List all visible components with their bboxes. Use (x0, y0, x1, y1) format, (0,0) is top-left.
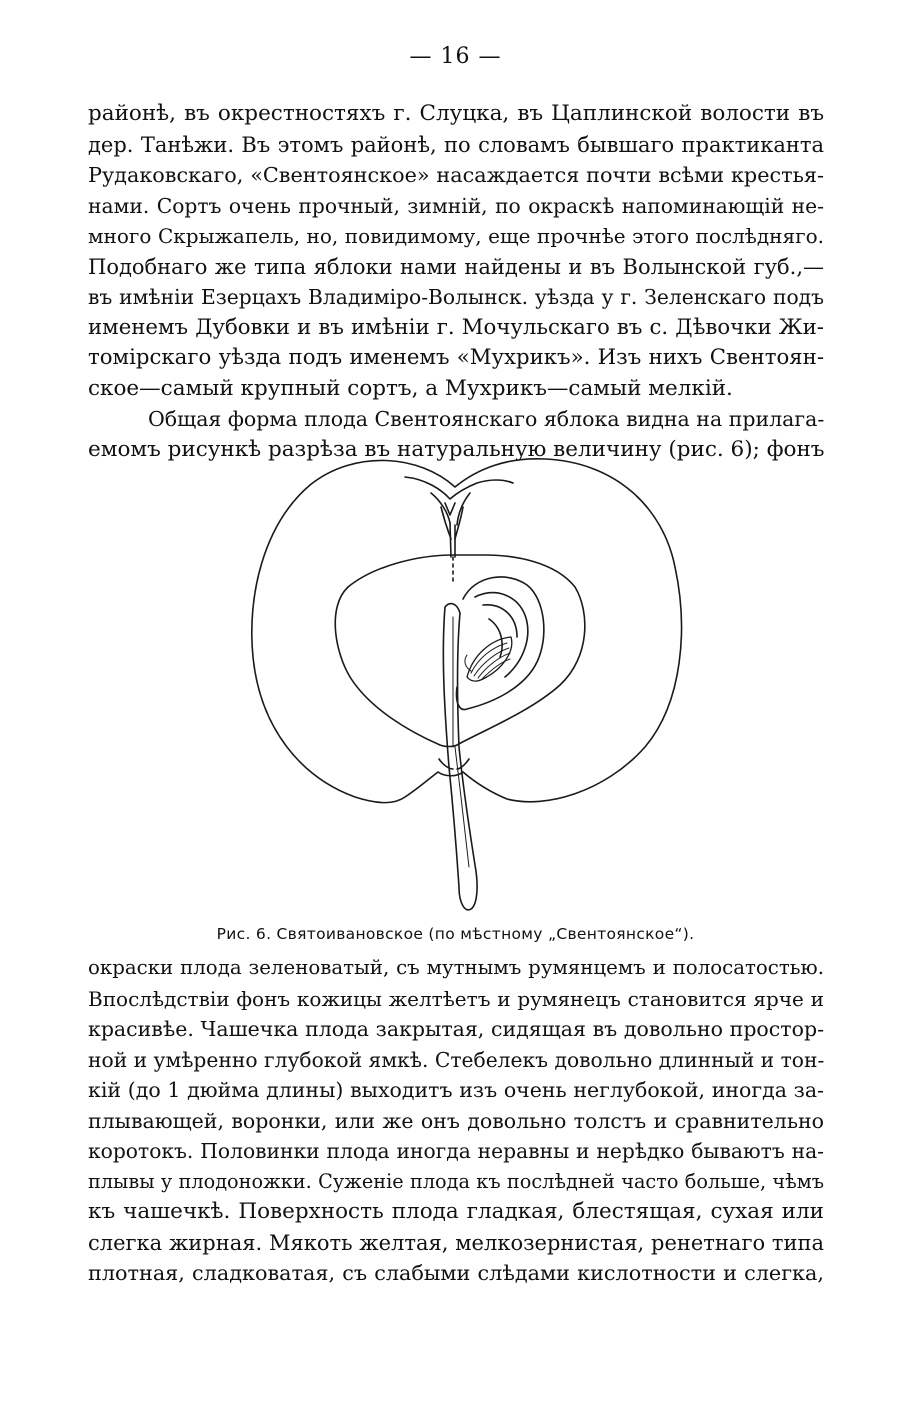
text-line: Общая форма плода Свентоянскаго яблока видна на прилага- (148, 407, 825, 431)
text-line: томірскаго уѣзда подъ именемъ «Мухрикъ». Изъ нихъ Свентоян- (88, 345, 824, 370)
text-line: ское—самый крупный сортъ, а Мухрикъ—самый мелкій. (88, 375, 733, 401)
text-block-top (88, 99, 824, 465)
text-line: Подобнаго же типа яблоки нами найдены и въ Волынской губ.,— (88, 254, 824, 279)
text-line: красивѣе. Чашечка плода закрытая, сидящая въ довольно простор- (88, 1017, 824, 1041)
text-line: много Скрыжапель, но, повидимому, еще прочнѣе этого послѣдняго. (88, 224, 824, 248)
text-line: ной и умѣренно глубокой ямкѣ. Стебелекъ довольно длинный и тон- (88, 1047, 825, 1072)
seed-chamber (456, 577, 543, 710)
core-outline (335, 555, 585, 747)
text-block-bottom (88, 953, 824, 1289)
apple-cross-section-illustration (245, 447, 690, 917)
text-line: коротокъ. Половинки плода иногда неравны и нерѣдко бываютъ на- (88, 1139, 824, 1163)
text-line: Рудаковскаго, «Свентоянское» насаждается почти всѣми крестья- (88, 163, 824, 187)
text-line: плывы у плодоножки. Суженіе плода къ послѣдней часто больше, чѣмъ (88, 1169, 824, 1193)
calyx-basin (405, 477, 513, 499)
figure-caption: Рис. 6. Святоивановское (по мѣстному „Свентоянское“). (216, 925, 695, 943)
text-line: Впослѣдствіи фонъ кожицы желтѣетъ и румянецъ становится ярче и (88, 986, 824, 1011)
text-line: дер. Танѣжи. Въ этомъ районѣ, по словамъ бывшаго практиканта (88, 132, 824, 157)
text-line: кій (до 1 дюйма длины) выходитъ изъ очень неглубокой, иногда за- (88, 1078, 824, 1102)
text-line: слегка жирная. Мякоть желтая, мелкозернистая, ренетнаго типа (88, 1230, 824, 1255)
text-line: именемъ Дубовки и въ имѣніи г. Мочульскаго въ с. Дѣвочки Жи- (88, 314, 824, 340)
text-line: плывающей, воронки, или же онъ довольно толстъ и сравнительно (88, 1108, 824, 1133)
stem-outline (443, 604, 477, 910)
text-line: плотная, сладковатая, съ слабыми слѣдами кислотности и слегка, (88, 1261, 824, 1285)
text-line: въ имѣніи Езерцахъ Владиміро-Волынск. уѣзда у г. Зеленскаго подъ (88, 285, 824, 309)
text-line: къ чашечкѣ. Поверхность плода гладкая, блестящая, сухая или (88, 1199, 824, 1224)
page-number: — 16 — (409, 44, 502, 69)
text-line: нами. Сортъ очень прочный, зимній, по окраскѣ напоминающій не- (88, 193, 824, 218)
text-line: районѣ, въ окрестностяхъ г. Слуцка, въ Цаплинской волости въ (88, 101, 824, 126)
fruit-outline (252, 459, 682, 803)
text-line: емомъ рисункѣ разрѣза въ натуральную величину (рис. 6); фонъ (88, 436, 825, 462)
text-line: окраски плода зеленоватый, съ мутнымъ румянцемъ и полосатостью. (88, 956, 824, 979)
